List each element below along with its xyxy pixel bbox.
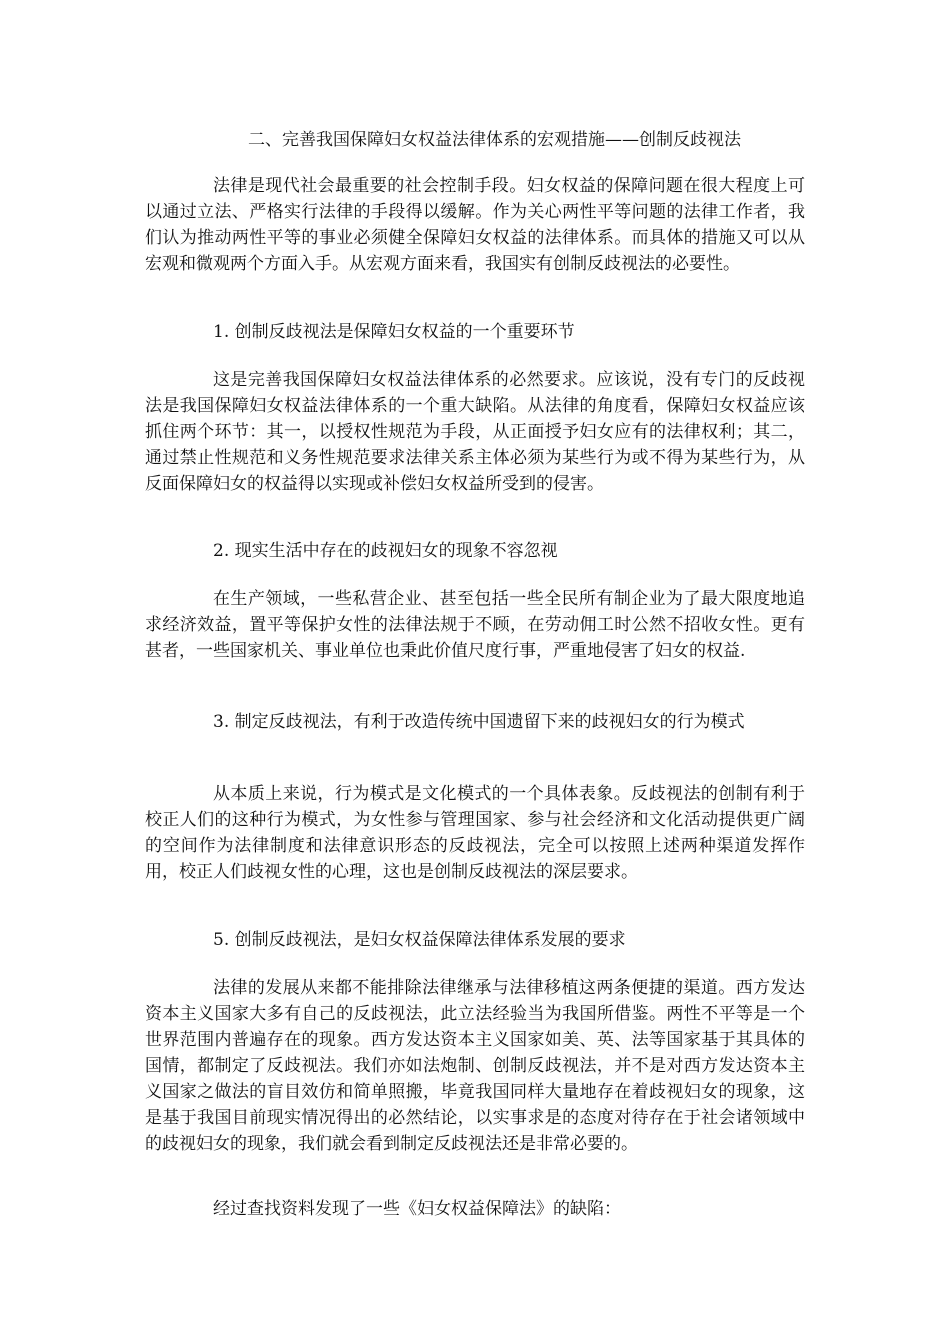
- closing-paragraph: 经过查找资料发现了一些《妇女权益保障法》的缺陷：: [213, 1199, 621, 1219]
- section-body-2: 在生产领域，一些私营企业、甚至包括一些全民所有制企业为了最大限度地追求经济效益，置平等保护女性的法律法规于不顾，在劳动佣工时公然不招收女性。更有甚者，一些国家机关、事业单位也秉此价值尺度行事，严重地侵害了妇女的权益.: [145, 589, 805, 661]
- section-heading-1: 1. 创制反歧视法是保障妇女权益的一个重要环节: [213, 322, 575, 342]
- section-title: 二、完善我国保障妇女权益法律体系的宏观措施——创制反歧视法: [248, 130, 741, 150]
- section-heading-2: 2. 现实生活中存在的歧视妇女的现象不容忽视: [213, 541, 558, 561]
- intro-paragraph: 法律是现代社会最重要的社会控制手段。妇女权益的保障问题在很大程度上可以通过立法、严格实行法律的手段得以缓解。作为关心两性平等问题的法律工作者，我们认为推动两性平等的事业必须健全保障妇女权益的法律体系。而具体的措施又可以从宏观和微观两个方面入手。从宏观方面来看，我国实有创制反歧视法的必要性。: [145, 176, 805, 274]
- section-body-1: 这是完善我国保障妇女权益法律体系的必然要求。应该说，没有专门的反歧视法是我国保障妇女权益法律体系的一个重大缺陷。从法律的角度看，保障妇女权益应该抓住两个环节：其一，以授权性规范为手段，从正面授予妇女应有的法律权利；其二，通过禁止性规范和义务性规范要求法律关系主体必须为某些行为或不得为某些行为，从反面保障妇女的权益得以实现或补偿妇女权益所受到的侵害。: [145, 370, 805, 494]
- section-heading-3: 3. 制定反歧视法，有利于改造传统中国遗留下来的歧视妇女的行为模式: [213, 712, 745, 732]
- section-body-5: 法律的发展从来都不能排除法律继承与法律移植这两条便捷的渠道。西方发达资本主义国家大多有自己的反歧视法，此立法经验当为我国所借鉴。两性不平等是一个世界范围内普遍存在的现象。西方发达资本主义国家如美、英、法等国家基于其具体的国情，都制定了反歧视法。我们亦如法炮制、创制反歧视法，并不是对西方发达资本主义国家之做法的盲目效仿和简单照搬，毕竟我国同样大量地存在着歧视妇女的现象，这是基于我国目前现实情况得出的必然结论，以实事求是的态度对待存在于社会诸领域中的歧视妇女的现象，我们就会看到制定反歧视法还是非常必要的。: [145, 978, 805, 1154]
- section-heading-5: 5. 创制反歧视法，是妇女权益保障法律体系发展的要求: [213, 930, 626, 950]
- section-body-3: 从本质上来说，行为模式是文化模式的一个具体表象。反歧视法的创制有利于校正人们的这种行为模式，为女性参与管理国家、参与社会经济和文化活动提供更广阔的空间作为法律制度和法律意识形态的反歧视法，完全可以按照上述两种渠道发挥作用，校正人们歧视女性的心理，这也是创制反歧视法的深层要求。: [145, 784, 805, 882]
